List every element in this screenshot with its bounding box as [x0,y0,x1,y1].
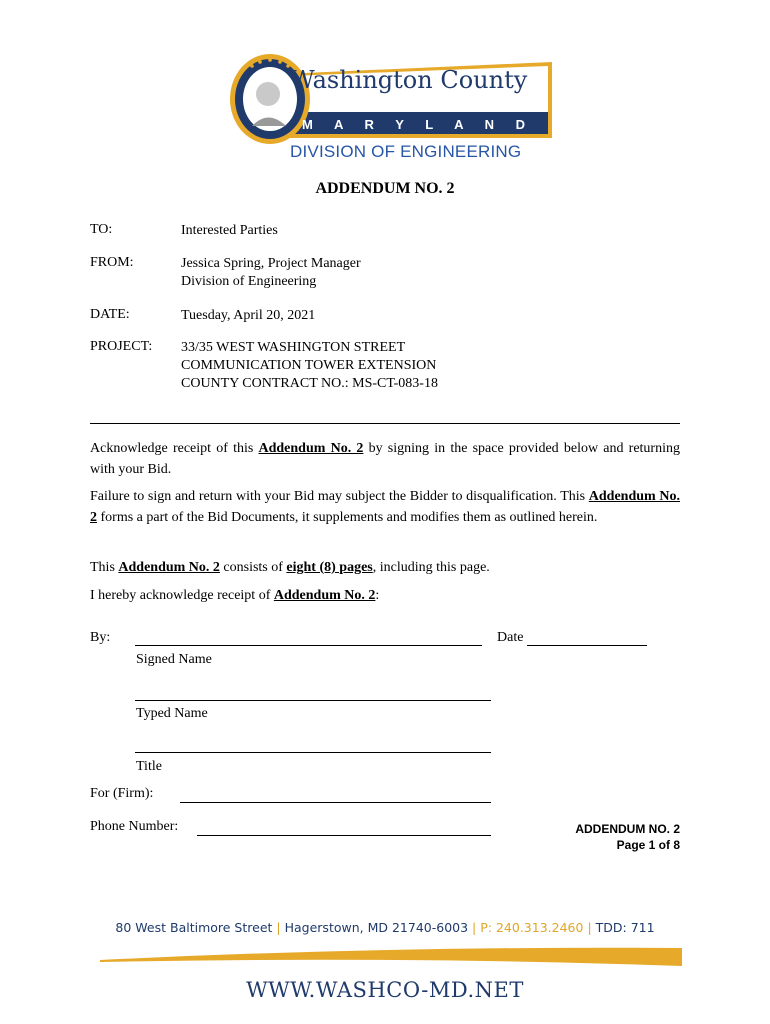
date-value: Tuesday, April 20, 2021 [181,308,316,323]
page-indicator [575,821,680,853]
divider-line [90,423,680,424]
project-value [181,339,438,393]
by-label: By: [90,630,111,645]
svg-text:Washington County: Washington County [290,66,528,94]
from-label: FROM: [90,255,134,270]
project-line-2: COMMUNICATION TOWER EXTENSION [181,358,437,373]
paragraph-acknowledge: Acknowledge receipt of this Addendum No. 2 by signing in the space provided below and returning with your Bid. [90,441,680,477]
firm-label: For (Firm): [90,786,154,801]
project-line-3: COUNTY CONTRACT NO.: MS-CT-083-18 [181,376,438,391]
typed-name-caption: Typed Name [136,706,208,721]
to-value: Interested Parties [181,223,278,238]
phone-label: Phone Number: [90,819,179,834]
project-line-1: 33/35 WEST WASHINGTON STREET [181,340,406,355]
page-number: Page 1 of 8 [616,838,680,852]
signed-name-line[interactable] [135,645,482,646]
date-field-label: Date [497,630,524,645]
paragraph-pages: This Addendum No. 2 consists of eight (8) pages, including this page. [90,560,490,575]
project-label: PROJECT: [90,339,153,354]
document-title: ADDENDUM NO. 2 [315,180,455,197]
svg-text:1776: 1776 [260,131,276,138]
signed-name-caption: Signed Name [136,652,212,667]
from-division: Division of Engineering [181,274,317,289]
phone-line[interactable] [197,835,491,836]
division-heading: DIVISION OF ENGINEERING [290,142,522,161]
footer-swoosh [100,942,682,972]
paragraph-hereby: I hereby acknowledge receipt of Addendum No. 2: [90,588,380,603]
firm-line[interactable] [180,802,491,803]
footer-address: 80 West Baltimore Street | Hagerstown, MD 21740-6003 | P: 240.313.2460 | TDD: 711 [115,920,655,935]
footer-website[interactable]: WWW.WASHCO-MD.NET [246,978,524,1002]
to-label: TO: [90,222,113,237]
from-name: Jessica Spring, Project Manager [181,256,361,271]
title-caption: Title [136,759,162,774]
svg-text:M A R Y L A N D: M A R Y L A N D [302,117,535,132]
paragraph-failure: Failure to sign and return with your Bid may subject the Bidder to disqualification. This Addendum No. 2 forms a part of the Bid Documents, it supplements and modifies them as outlined herein. [90,489,681,525]
date-line[interactable] [527,645,647,646]
date-label: DATE: [90,307,130,322]
washington-county-logo [230,54,556,154]
addendum-number: ADDENDUM NO. 2 [575,822,680,836]
typed-name-line[interactable] [135,700,491,701]
title-line[interactable] [135,752,491,753]
from-value [181,255,361,291]
